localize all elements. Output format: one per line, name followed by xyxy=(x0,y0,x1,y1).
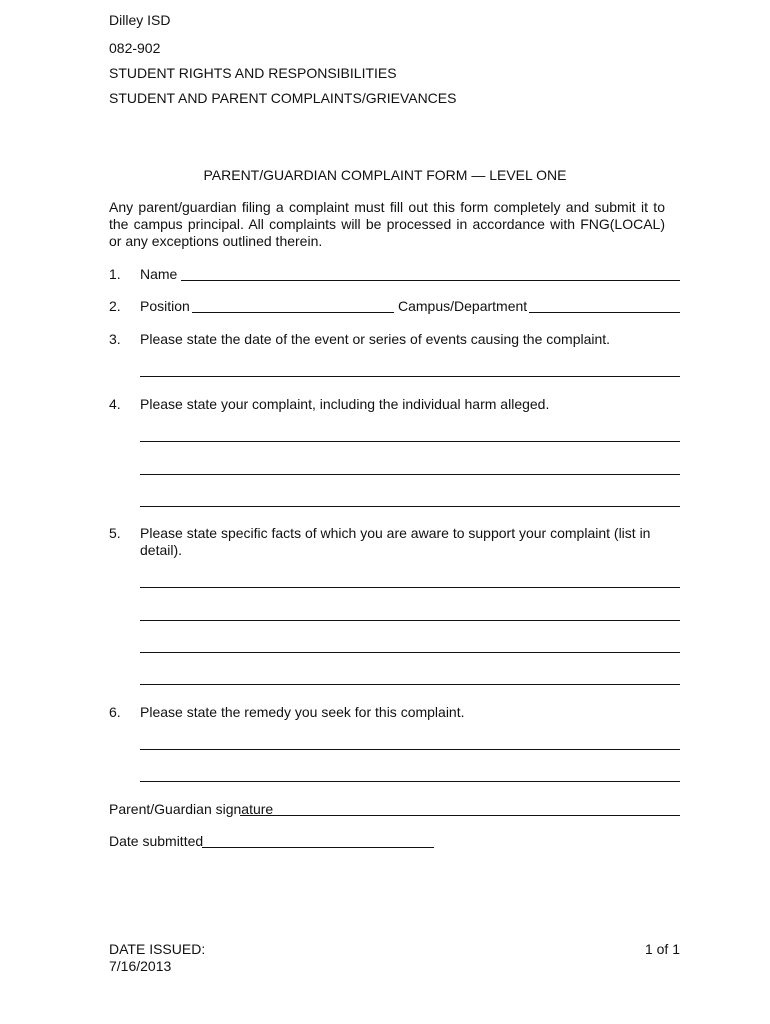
facts-line-2[interactable] xyxy=(140,620,680,621)
form-intro: Any parent/guardian filing a complaint must fill out this form completely and submit it to the campus principal. All complaints will be processed in accordance with FNG(LOCAL) or any exceptions outlined therein. xyxy=(109,199,665,249)
section-title: STUDENT RIGHTS AND RESPONSIBILITIES xyxy=(109,65,397,81)
complaint-line-1[interactable] xyxy=(140,441,680,442)
district-name: Dilley ISD xyxy=(109,12,171,28)
facts-question: Please state specific facts of which you are aware to support your complaint (list in detail). xyxy=(140,525,651,558)
facts-line-4[interactable] xyxy=(140,684,680,685)
subsection-title: STUDENT AND PARENT COMPLAINTS/GRIEVANCES xyxy=(109,90,457,106)
item-number-3: 3. xyxy=(109,331,121,347)
facts-line-3[interactable] xyxy=(140,652,680,653)
page-number: 1 of 1 xyxy=(644,941,680,957)
item-number-1: 1. xyxy=(109,266,121,282)
position-field[interactable] xyxy=(192,312,394,313)
item-number-2: 2. xyxy=(109,298,121,314)
facts-line-1[interactable] xyxy=(140,587,680,588)
remedy-line-2[interactable] xyxy=(140,781,680,782)
date-submitted-field[interactable] xyxy=(202,847,434,848)
date-submitted-label: Date submitted xyxy=(109,833,204,849)
campus-department-label: Campus/Department xyxy=(398,298,528,314)
signature-field[interactable] xyxy=(240,815,680,816)
complaint-line-3[interactable] xyxy=(140,506,680,507)
signature-label: Parent/Guardian signature xyxy=(109,801,274,817)
date-issued-value: 7/16/2013 xyxy=(109,958,172,974)
event-date-question: Please state the date of the event or series of events causing the complaint. xyxy=(140,331,611,347)
campus-department-field[interactable] xyxy=(529,312,680,313)
item-number-6: 6. xyxy=(109,704,121,720)
form-title: PARENT/GUARDIAN COMPLAINT FORM — LEVEL ONE xyxy=(203,167,567,183)
event-date-field[interactable] xyxy=(140,376,680,377)
policy-code: 082-902 xyxy=(109,40,161,56)
position-label: Position xyxy=(140,298,190,314)
name-field[interactable] xyxy=(181,280,680,281)
date-issued-label: DATE ISSUED: xyxy=(109,941,206,957)
item-number-5: 5. xyxy=(109,525,121,541)
item-number-4: 4. xyxy=(109,396,121,412)
complaint-line-2[interactable] xyxy=(140,474,680,475)
remedy-question: Please state the remedy you seek for this complaint. xyxy=(140,704,465,720)
name-label: Name xyxy=(140,266,178,282)
remedy-line-1[interactable] xyxy=(140,749,680,750)
complaint-question: Please state your complaint, including the individual harm alleged. xyxy=(140,396,550,412)
